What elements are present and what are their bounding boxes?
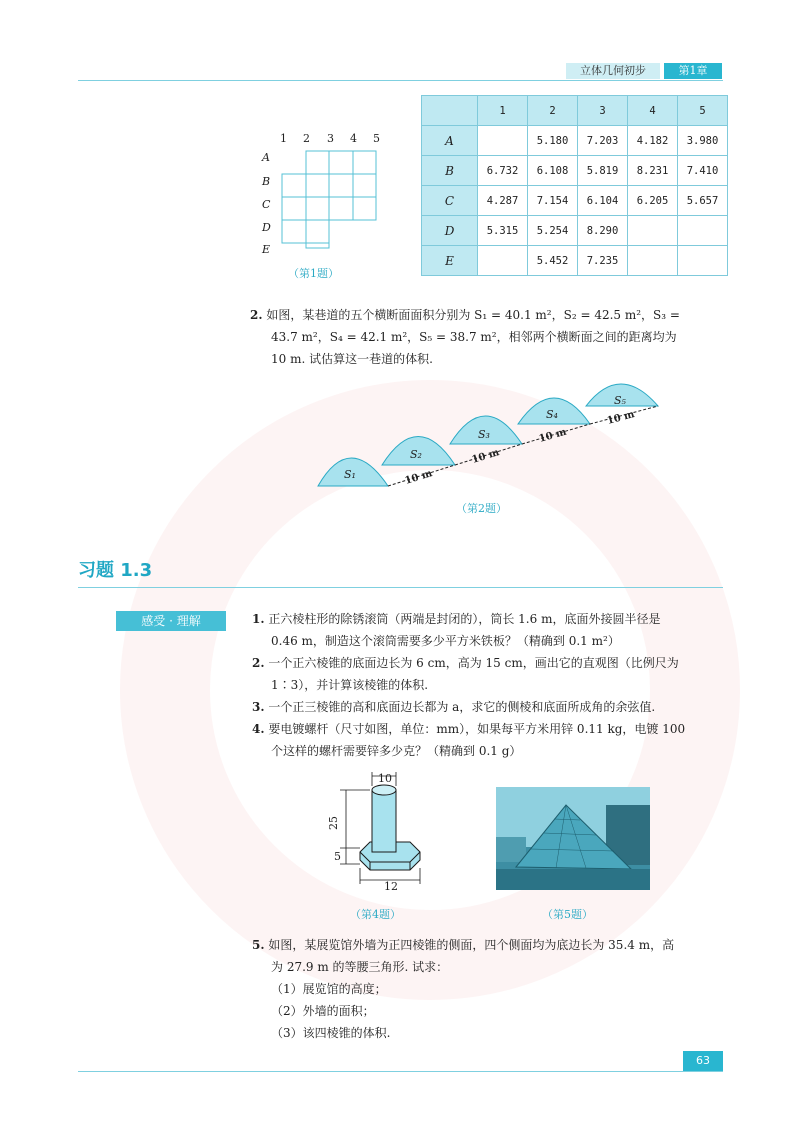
table-row — [422, 186, 728, 216]
table-cell: 7.410 — [678, 156, 728, 186]
table-header-cell: 2 — [528, 96, 578, 126]
book-title: 立体几何初步 — [566, 63, 660, 79]
table-cell: 7.154 — [528, 186, 578, 216]
section-label: S₁ — [344, 468, 356, 481]
dimension-label: 25 — [327, 816, 340, 830]
table-row-label: C — [422, 186, 478, 216]
exercise2-line2: 1∶3），并计算该棱锥的体积. — [271, 678, 429, 692]
problem-text: 如图，某展览馆外墙为正四棱锥的侧面，四个侧面均为底边长为 35.4 m，高 — [268, 938, 675, 952]
exercise-text: 正六棱柱形的除锈滚筒（两端是封闭的），筒长 1.6 m，底面外接圆半径是 — [268, 612, 661, 626]
table-cell: 5.452 — [528, 246, 578, 276]
table-row — [422, 156, 728, 186]
section-badge: 感受 · 理解 — [116, 611, 226, 631]
table-header-row — [422, 96, 728, 126]
table-cell: 7.203 — [578, 126, 628, 156]
figure5-caption: （第5题） — [542, 908, 593, 921]
grid-row-label: E — [262, 243, 271, 256]
grid-row-label: D — [262, 221, 271, 234]
problem5-line1 — [252, 934, 674, 956]
exercise1-line2: 0.46 m，制造这个滚筒需要多少平方米铁板？（精确到 0.1 m²） — [271, 634, 620, 648]
problem5-item: （2）外墙的面积； — [271, 1004, 375, 1018]
grid-col-label: 3 — [327, 132, 334, 145]
grid-row-label: A — [262, 151, 270, 164]
bolt-shaft — [372, 790, 396, 852]
grid-row-a — [306, 151, 376, 174]
table-cell: 8.231 — [628, 156, 678, 186]
problem5-line2: 为 27.9 m 的等腰三角形. 试求： — [271, 960, 449, 974]
table-cell: 5.180 — [528, 126, 578, 156]
table-header-cell: 5 — [678, 96, 728, 126]
problem2-line1 — [250, 304, 680, 326]
grid-col-label: 1 — [280, 132, 287, 145]
table-cell: 6.205 — [628, 186, 678, 216]
distance-label: 10 m — [537, 426, 568, 445]
table-header-cell: 1 — [478, 96, 528, 126]
problem-number: 2. — [250, 308, 263, 322]
table-cell: 5.254 — [528, 216, 578, 246]
exercise-number: 4. — [252, 722, 265, 736]
figure4-caption: （第4题） — [350, 908, 401, 921]
figure2-tunnel — [310, 378, 670, 493]
grid-col-label: 4 — [350, 132, 357, 145]
section-label: S₄ — [546, 408, 558, 421]
exercise1-line1 — [252, 608, 660, 630]
table-cell: 5.819 — [578, 156, 628, 186]
table-row — [422, 126, 728, 156]
exercise-text: 要电镀螺杆（尺寸如图，单位：mm），如果每平方米用锌 0.11 kg，电镀 100 — [268, 722, 686, 736]
problem2-line3: 10 m. 试估算这一巷道的体积. — [271, 352, 433, 366]
table-row — [422, 246, 728, 276]
pyramid-illustration — [496, 787, 650, 890]
table-cell — [478, 246, 528, 276]
table-row — [422, 216, 728, 246]
problem5-item: （3）该四棱锥的体积. — [271, 1026, 391, 1040]
table-row-label: E — [422, 246, 478, 276]
problem2-line2: 43.7 m²，S₄ = 42.1 m²，S₅ = 38.7 m²，相邻两个横断面之间的距离均为 — [271, 330, 677, 344]
table-cell: 7.235 — [578, 246, 628, 276]
problem-text: 如图，某巷道的五个横断面面积分别为 S₁ = 40.1 m²，S₂ = 42.5 m²，S₃ = — [266, 308, 680, 322]
table-cell: 8.290 — [578, 216, 628, 246]
grid-row-label: C — [262, 198, 271, 211]
grid-row-e — [306, 243, 329, 248]
problem-number: 5. — [252, 938, 265, 952]
section-label: S₂ — [410, 448, 422, 461]
table-cell: 6.108 — [528, 156, 578, 186]
footer-rule — [78, 1071, 723, 1072]
table-cell: 5.657 — [678, 186, 728, 216]
dimension-label: 10 — [378, 772, 392, 785]
table-cell: 6.104 — [578, 186, 628, 216]
exercise4-line2: 个这样的螺杆需要锌多少克？（精确到 0.1 g） — [271, 744, 522, 758]
table-row-label: B — [422, 156, 478, 186]
figure4-bolt — [326, 768, 436, 893]
exercise-number: 1. — [252, 612, 265, 626]
table-cell — [678, 246, 728, 276]
header-rule — [78, 80, 723, 81]
table-row-label: D — [422, 216, 478, 246]
table-cell: 3.980 — [678, 126, 728, 156]
section-label: S₅ — [614, 394, 626, 407]
data-table — [421, 95, 728, 276]
exercise-number: 3. — [252, 700, 265, 714]
grid-col-label: 5 — [373, 132, 380, 145]
distance-label: 10 m — [470, 447, 501, 466]
table-cell — [478, 126, 528, 156]
page-number: 63 — [683, 1051, 723, 1071]
figure1-grid — [250, 128, 400, 258]
section-title: 习题 1.3 — [78, 560, 153, 581]
bolt-top — [372, 785, 396, 795]
table-header-cell: 4 — [628, 96, 678, 126]
problem5-item: （1）展览馆的高度； — [271, 982, 387, 996]
exercise4-line1 — [252, 718, 685, 740]
table-header-cell: 3 — [578, 96, 628, 126]
figure2-caption: （第2题） — [456, 502, 507, 515]
exercise3-line1 — [252, 696, 655, 718]
exercise-text: 一个正六棱锥的底面边长为 6 cm，高为 15 cm，画出它的直观图（比例尺为 — [268, 656, 679, 670]
table-cell: 4.182 — [628, 126, 678, 156]
table-cell: 4.287 — [478, 186, 528, 216]
grid-col-label: 2 — [303, 132, 310, 145]
dimension-label: 12 — [384, 880, 398, 893]
table-cell — [678, 216, 728, 246]
table-cell: 5.315 — [478, 216, 528, 246]
exercise2-line1 — [252, 652, 679, 674]
pyramid-photo — [496, 787, 650, 890]
grid-row-label: B — [262, 175, 271, 188]
section-label: S₃ — [478, 428, 490, 441]
distance-label: 10 m — [403, 468, 434, 487]
table-cell — [628, 246, 678, 276]
table-cell — [628, 216, 678, 246]
table-row-label: A — [422, 126, 478, 156]
chapter-badge: 第1章 — [664, 63, 722, 79]
table-cell: 6.732 — [478, 156, 528, 186]
figure1-caption: （第1题） — [288, 267, 339, 280]
table-corner — [422, 96, 478, 126]
exercise-number: 2. — [252, 656, 265, 670]
section-rule — [78, 587, 723, 588]
distance-label: 10 m — [605, 409, 636, 427]
exercise-text: 一个正三棱锥的高和底面边长都为 a，求它的侧棱和底面所成角的余弦值. — [268, 700, 656, 714]
dimension-label: 5 — [334, 850, 341, 863]
